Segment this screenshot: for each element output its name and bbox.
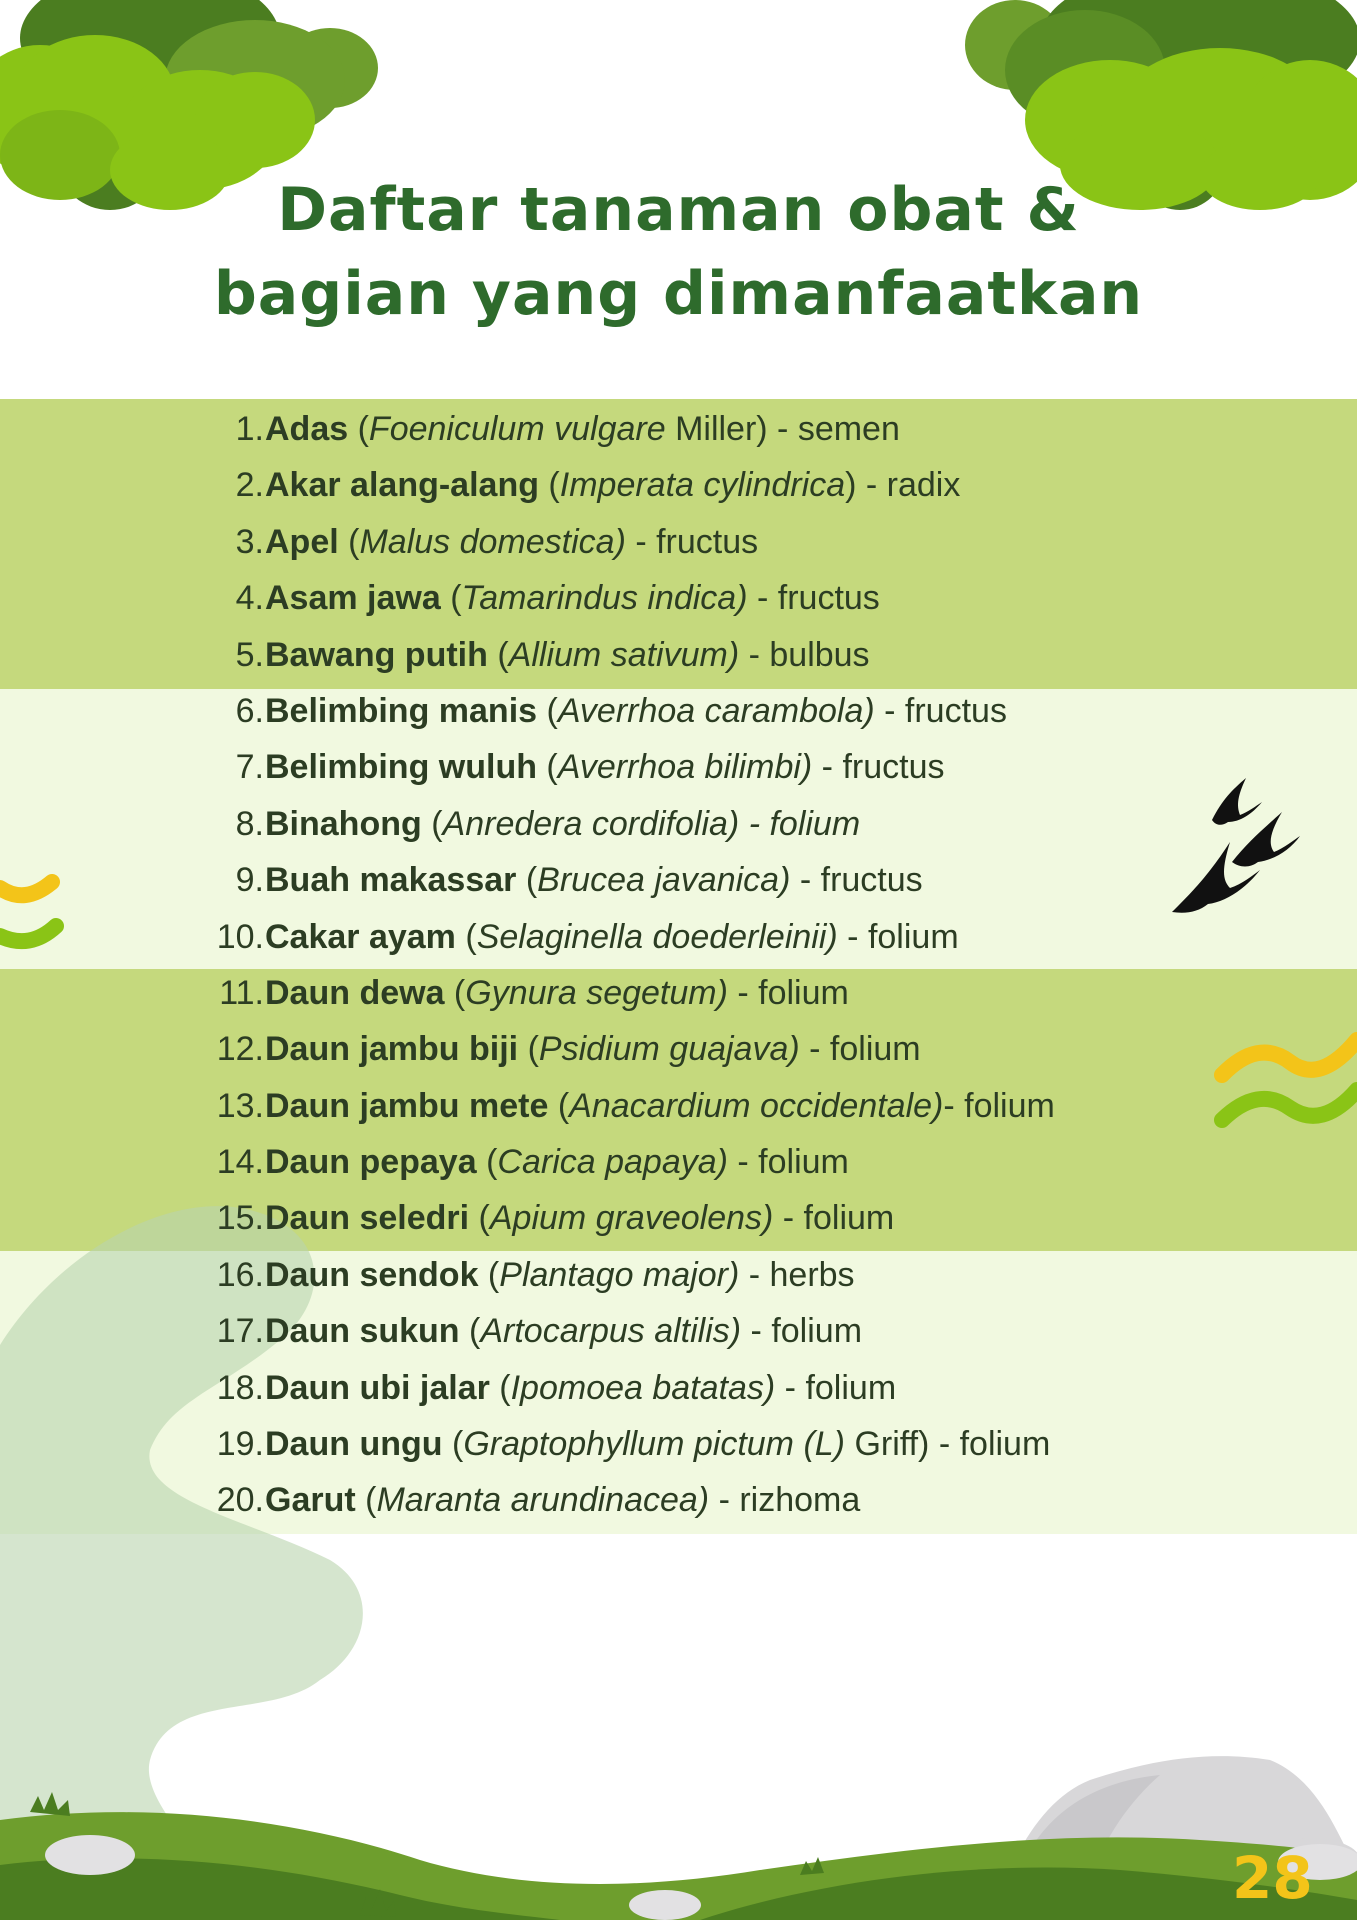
- latin-name: Malus domestica): [359, 522, 626, 561]
- latin-name: Averrhoa bilimbi): [557, 748, 813, 787]
- list-item: [0, 683, 1357, 739]
- list-item: [0, 909, 1357, 965]
- paren-open: (: [476, 1143, 498, 1182]
- plant-part: - fructus: [812, 748, 945, 787]
- paren-open: (: [478, 1255, 500, 1294]
- paren-open: (: [421, 804, 443, 843]
- plant-part: - fructus: [790, 861, 923, 900]
- list-item: [0, 739, 1357, 795]
- list-item: [0, 796, 1357, 852]
- latin-name: Tamarindus indica): [461, 579, 748, 618]
- plant-part: Griff) - folium: [845, 1425, 1051, 1464]
- latin-name: Averrhoa carambola): [557, 691, 875, 730]
- page-title-line-1: Daftar tanaman obat &: [277, 175, 1080, 245]
- paren-open: (: [489, 1368, 511, 1407]
- plant-name: Belimbing wuluh: [265, 748, 537, 787]
- item-text: [265, 1190, 894, 1246]
- plant-part: - fructus: [625, 522, 759, 561]
- item-text: [265, 401, 900, 457]
- item-text: [265, 739, 944, 795]
- paren-open: (: [440, 579, 462, 618]
- plant-part: - herbs: [739, 1255, 855, 1294]
- plant-name: Daun seledri: [265, 1199, 470, 1238]
- list-item: [0, 852, 1357, 908]
- item-number: 15.: [216, 1199, 264, 1238]
- list-item: [0, 627, 1357, 683]
- plant-part: - rizhoma: [709, 1481, 861, 1520]
- item-text: [265, 909, 959, 965]
- latin-name: Anredera cordifolia) - folium: [442, 804, 861, 843]
- item-number: 5.: [235, 635, 264, 674]
- paren-open: (: [548, 1086, 570, 1125]
- paren-open: (: [348, 410, 369, 448]
- item-number: 3.: [235, 522, 264, 561]
- latin-name: Imperata cylindrica: [559, 466, 846, 505]
- plant-name: Daun jambu mete: [265, 1086, 549, 1125]
- plant-name: Daun ungu: [265, 1425, 443, 1464]
- paren-open: (: [487, 635, 509, 674]
- item-text: [265, 1078, 1055, 1134]
- item-text: [265, 457, 960, 513]
- paren-open: (: [518, 1030, 539, 1069]
- item-text: [265, 1472, 860, 1528]
- plant-name: Cakar ayam: [265, 917, 456, 956]
- list-item: [0, 965, 1357, 1021]
- item-text: [265, 1247, 855, 1303]
- latin-name: Brucea javanica): [537, 861, 791, 900]
- item-number: 2.: [235, 466, 264, 505]
- list-item: [0, 1416, 1357, 1472]
- item-text: [265, 852, 923, 908]
- plant-name: Asam jawa: [265, 579, 441, 618]
- latin-name: Psidium guajava): [538, 1030, 800, 1069]
- item-text: [265, 1360, 896, 1416]
- paren-open: (: [469, 1199, 490, 1238]
- plant-name: Garut: [265, 1481, 356, 1520]
- item-text: [265, 570, 880, 626]
- latin-name: Maranta arundinacea): [376, 1481, 710, 1520]
- item-text: [265, 965, 849, 1021]
- latin-name: Carica papaya): [497, 1143, 728, 1182]
- paren-open: (: [444, 973, 466, 1012]
- latin-name: Foeniculum vulgare: [368, 410, 666, 448]
- latin-name: Apium graveolens): [489, 1199, 774, 1238]
- latin-name: Artocarpus altilis): [480, 1312, 742, 1351]
- item-number: 6.: [235, 691, 264, 730]
- item-text: [265, 1134, 849, 1190]
- plant-name: Daun pepaya: [265, 1143, 477, 1182]
- list-item: [0, 1078, 1357, 1134]
- item-text: [265, 683, 1007, 739]
- item-number: 7.: [235, 748, 264, 787]
- plant-part: - folium: [943, 1086, 1055, 1125]
- page-title: [0, 168, 1357, 336]
- item-number: 8.: [235, 804, 264, 843]
- paren-open: (: [355, 1481, 377, 1520]
- item-text: [265, 1303, 862, 1359]
- plant-list: [0, 401, 1357, 1529]
- item-number: 11.: [219, 973, 264, 1012]
- item-number: 20.: [216, 1481, 264, 1520]
- paren-open: (: [516, 861, 538, 900]
- page-number: 28: [1232, 1844, 1313, 1912]
- latin-name: Selaginella doederleinii): [476, 917, 838, 956]
- latin-name: Plantago major): [499, 1255, 740, 1294]
- list-item: [0, 1303, 1357, 1359]
- plant-part: - fructus: [747, 579, 880, 618]
- list-item: [0, 401, 1357, 457]
- item-number: 13.: [216, 1086, 264, 1125]
- list-item: [0, 1472, 1357, 1528]
- item-number: 4.: [235, 579, 264, 618]
- plant-name: Daun dewa: [265, 973, 445, 1012]
- latin-name: Ipomoea batatas): [510, 1368, 776, 1407]
- paren-open: (: [338, 522, 360, 561]
- latin-name: Allium sativum): [508, 635, 740, 674]
- list-item: [0, 1021, 1357, 1077]
- latin-name: Graptophyllum pictum (L): [463, 1425, 845, 1464]
- item-text: [265, 627, 870, 683]
- item-number: 9.: [235, 861, 264, 900]
- plant-name: Daun sukun: [265, 1312, 460, 1351]
- item-number: 19.: [216, 1425, 264, 1464]
- paren-open: (: [536, 748, 558, 787]
- item-text: [265, 514, 758, 570]
- paren-open: (: [459, 1312, 481, 1351]
- plant-name: Buah makassar: [265, 861, 517, 900]
- plant-name: Adas: [265, 410, 349, 448]
- item-number: 10.: [216, 917, 264, 956]
- item-text: [265, 796, 860, 852]
- latin-name: Gynura segetum): [465, 973, 728, 1012]
- plant-part: - bulbus: [739, 635, 870, 674]
- item-number: 1.: [235, 410, 264, 448]
- list-item: [0, 1247, 1357, 1303]
- item-number: 16.: [216, 1255, 264, 1294]
- list-item: [0, 514, 1357, 570]
- latin-name: Anacardium occidentale): [569, 1086, 944, 1125]
- paren-open: (: [537, 691, 558, 730]
- plant-name: Apel: [265, 522, 339, 561]
- paren-open: (: [442, 1425, 464, 1464]
- item-number: 12.: [216, 1030, 264, 1069]
- plant-name: Daun jambu biji: [265, 1030, 519, 1069]
- plant-part: - fructus: [874, 691, 1007, 730]
- item-text: [265, 1021, 921, 1077]
- plant-name: Akar alang-alang: [265, 466, 539, 505]
- plant-part: - folium: [773, 1199, 895, 1238]
- plant-part: - folium: [741, 1312, 863, 1351]
- list-item: [0, 1190, 1357, 1246]
- plant-name: Bawang putih: [265, 635, 488, 674]
- plant-part: ) - radix: [845, 466, 961, 505]
- plant-name: Belimbing manis: [265, 691, 538, 730]
- paren-open: (: [455, 917, 477, 956]
- paren-open: (: [538, 466, 560, 505]
- plant-name: Binahong: [265, 804, 422, 843]
- list-item: [0, 570, 1357, 626]
- plant-part: - folium: [727, 973, 849, 1012]
- item-number: 18.: [216, 1368, 264, 1407]
- page-title-line-2: bagian yang dimanfaatkan: [213, 259, 1144, 329]
- plant-name: Daun sendok: [265, 1255, 479, 1294]
- list-item: [0, 1360, 1357, 1416]
- plant-part: - folium: [775, 1368, 897, 1407]
- plant-part: - folium: [727, 1143, 849, 1182]
- item-number: 14.: [216, 1143, 264, 1182]
- plant-part: - folium: [799, 1030, 921, 1069]
- plant-name: Daun ubi jalar: [265, 1368, 490, 1407]
- list-item: [0, 457, 1357, 513]
- item-text: [265, 1416, 1050, 1472]
- list-item: [0, 1134, 1357, 1190]
- item-number: 17.: [216, 1312, 264, 1351]
- plant-part: Miller) - semen: [665, 410, 900, 448]
- plant-part: - folium: [837, 917, 959, 956]
